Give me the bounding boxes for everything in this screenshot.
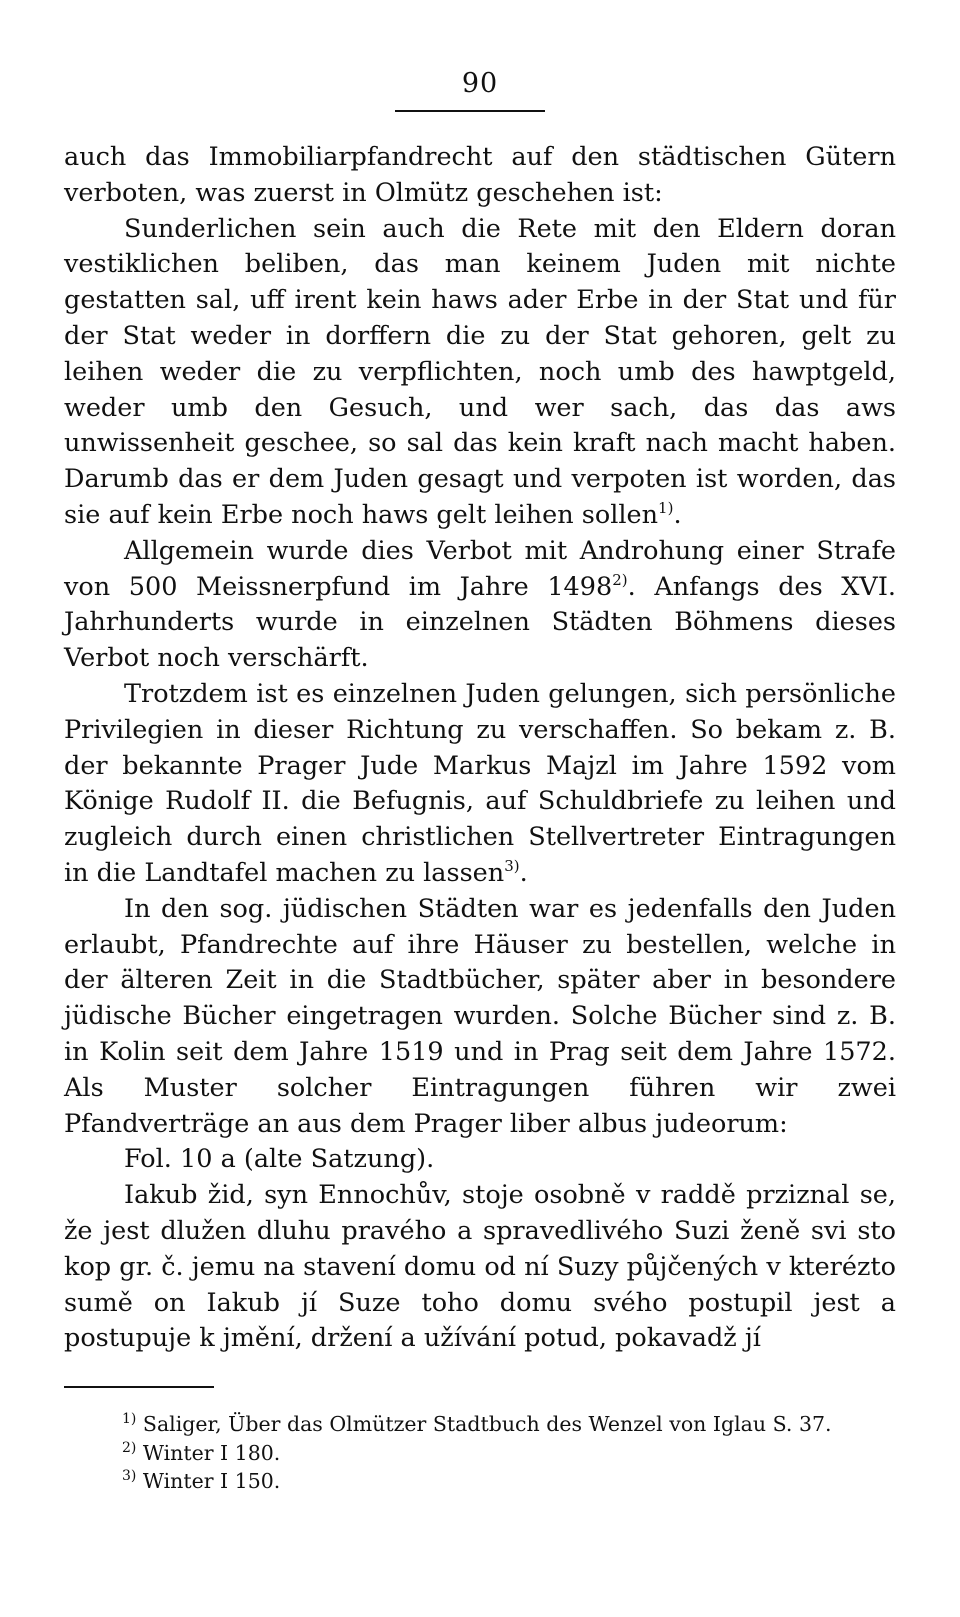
paragraph-text: auch das Immobiliarpfandrecht auf den städtischen Gütern verboten, was zuerst in Olmütz geschehen ist: bbox=[64, 142, 896, 208]
paragraph-text: . bbox=[673, 499, 682, 530]
footnote bbox=[122, 1439, 902, 1468]
paragraph bbox=[64, 892, 896, 1143]
footnote-reference: 3) bbox=[504, 856, 520, 875]
footnote-marker: 1) bbox=[122, 1411, 137, 1427]
paragraph bbox=[64, 534, 896, 677]
footnote bbox=[122, 1467, 902, 1496]
paragraph-text: Trotzdem ist es einzelnen Juden gelungen, sich persönliche Privilegien in dieser Richtung zu verschaffen. So bekam z. B. der bekannte Prager Jude Markus Majzl im Jahre 1592 vom Könige Rudolf II. die Befugnis, auf Schuldbriefe zu leihen und zugleich durch einen christlichen Stellvertreter Eintragungen in die Landtafel machen zu lassen bbox=[64, 678, 896, 888]
paragraph-text: In den sog. jüdischen Städten war es jedenfalls den Juden erlaubt, Pfandrechte auf ihre Häuser zu bestellen, welche in der älteren Zeit in die Stadtbücher, später aber in besondere jüdische Bücher eingetragen wurden. Solche Bücher sind z. B. in Kolin seit dem Jahre 1519 und in Prag seit dem Jahre 1572. Als Muster solcher Eintragungen führen wir zwei Pfandverträge an aus dem Prager liber albus judeorum: bbox=[64, 893, 896, 1139]
paragraph-text: Allgemein wurde dies Verbot mit Androhung einer Strafe von 500 Meissnerpfund im Jahre 1498 bbox=[64, 535, 896, 602]
footnote-marker: 3) bbox=[122, 1468, 137, 1485]
paragraph bbox=[64, 1142, 896, 1178]
page-number: 90 bbox=[461, 68, 499, 99]
paragraph-text: . Anfangs des XVI. Jahrhunderts wurde in einzelnen Städten Böhmens dieses Verbot noch verschärft. bbox=[64, 571, 897, 674]
paragraph bbox=[64, 677, 896, 892]
footnote-reference: 2) bbox=[612, 570, 628, 589]
footnote-text: Winter I 150. bbox=[142, 1469, 281, 1494]
paragraph bbox=[64, 212, 896, 534]
body-text bbox=[64, 140, 896, 1357]
footnote-marker: 2) bbox=[122, 1439, 137, 1456]
footnote bbox=[122, 1410, 902, 1439]
footnote-reference: 1) bbox=[658, 498, 674, 517]
header-rule bbox=[395, 110, 545, 112]
paragraph bbox=[64, 1178, 896, 1357]
paragraph-text: . bbox=[519, 857, 528, 888]
footnotes bbox=[122, 1410, 902, 1496]
paragraph bbox=[64, 140, 896, 212]
footnote-text: Winter I 180. bbox=[142, 1440, 281, 1465]
footnote-text: Saliger, Über das Olmützer Stadtbuch des Wenzel von Iglau S. 37. bbox=[142, 1412, 832, 1436]
paragraph-text: Iakub žid, syn Ennochův, stoje osobně v raddě prziznal se, že jest dlužen dluhu pravého a spravedlivého Suzi ženě svi sto kop gr. č. jemu na stavení domu od ní Suzy půjčených v kterézto sumě on Iakub jí Suze toho domu svého postupil jest a postupuje k jmění, držení a užívání potud, pokavadž jí bbox=[64, 1180, 896, 1354]
paragraph-text: Fol. 10 a (alte Satzung). bbox=[124, 1144, 435, 1175]
footnote-separator bbox=[64, 1386, 214, 1388]
paragraph-text: Sunderlichen sein auch die Rete mit den Eldern doran vestiklichen beliben, das man keinem Juden mit nichte gestatten sal, uff irent kein haws ader Erbe in der Stat und für der Stat weder in dorffern die zu der Stat gehoren, gelt zu leihen weder die zu verpflichten, noch umb des hawptgeld, weder umb den Gesuch, und wer sach, das das aws unwissenheit geschee, so sal das kein kraft nach macht haben. Darumb das er dem Juden gesagt und verpoten ist worden, das sie auf kein Erbe noch haws gelt leihen sollen bbox=[64, 213, 896, 530]
